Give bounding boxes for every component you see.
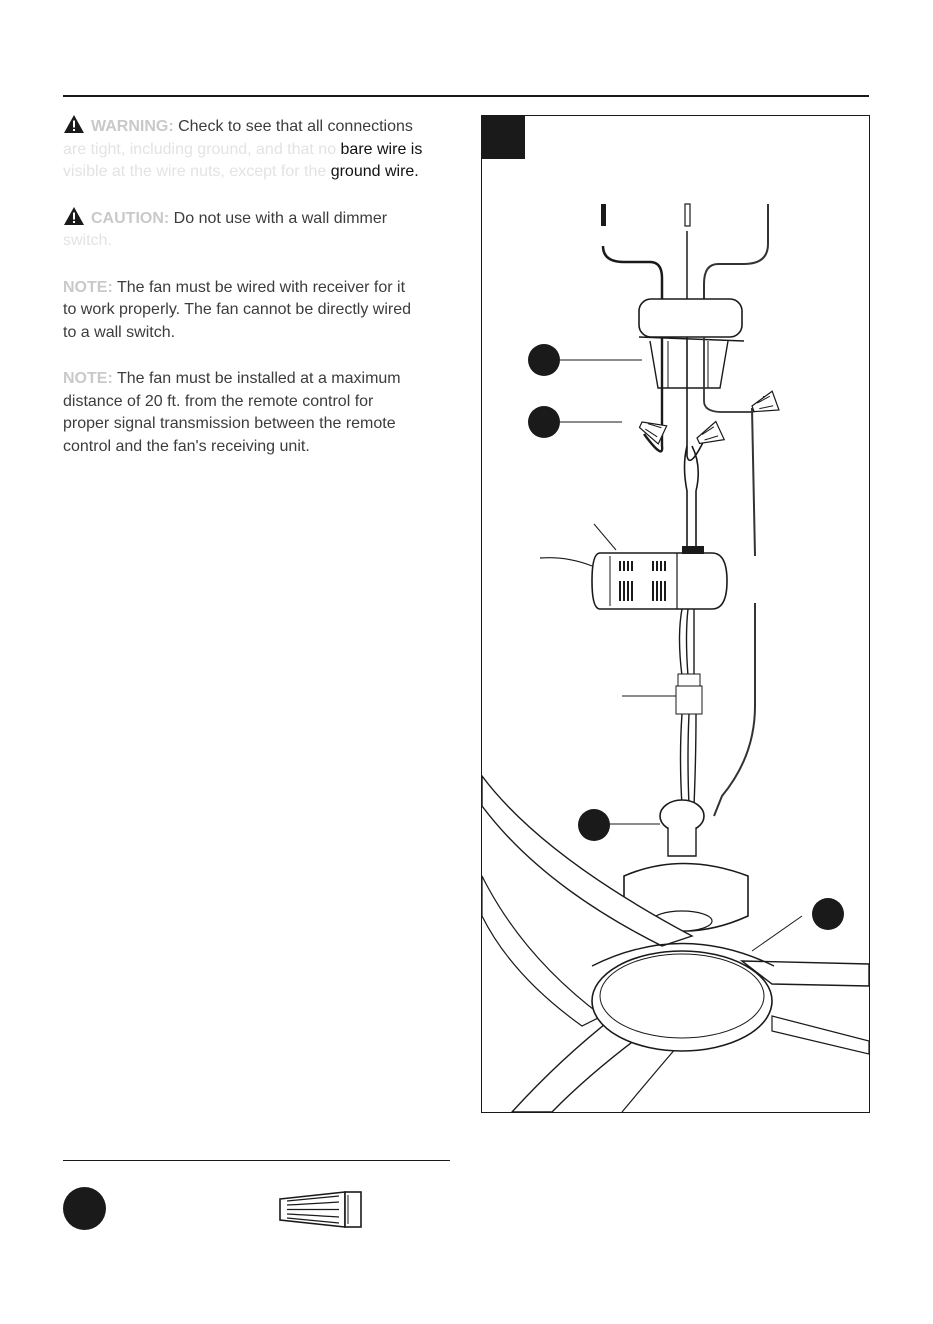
note-distance-label: NOTE: (63, 370, 113, 387)
downrod (668, 828, 696, 856)
callout-marker-b (528, 406, 560, 438)
warning-line-1: Check to see that all connections (173, 118, 413, 135)
black-wire-path (603, 246, 662, 301)
warning-line-2: are tight, including ground, and that no (63, 140, 341, 158)
receiver-callout-line (594, 524, 616, 550)
header-rule (63, 95, 869, 97)
plug-connector-top (678, 674, 700, 686)
wire-nut-ground (750, 391, 779, 418)
warning-triangle-icon (63, 114, 85, 134)
instructions-column (63, 114, 463, 480)
caution-paragraph (63, 206, 463, 253)
mounting-canopy (639, 299, 742, 337)
callout-marker-c (578, 809, 610, 841)
parts-section-rule (63, 1160, 450, 1161)
wiring-illustration (481, 115, 870, 1113)
note-receiver-line-1: The fan must be wired with receiver for it (112, 278, 406, 296)
caution-line-1: Do not use with a wall dimmer (169, 209, 388, 227)
antenna-wire (540, 558, 592, 566)
note-distance-paragraph (63, 368, 463, 458)
note-distance-line-1: The fan must be installed at a maximum (112, 370, 401, 387)
supply-ground-wire (704, 204, 768, 301)
warning-line-3: visible at the wire nuts, except for the (63, 163, 331, 180)
caution-line-2: switch. (63, 232, 112, 249)
receiver-unit (592, 553, 727, 609)
ground-wire-down (752, 408, 755, 556)
warning-paragraph (63, 114, 463, 184)
callout-marker-a (528, 344, 560, 376)
supply-white-wire (685, 204, 690, 226)
supply-black-wire (601, 204, 606, 226)
note-receiver-line-3: to a wall switch. (63, 323, 176, 341)
light-kit-callout-line (752, 916, 802, 951)
caution-triangle-icon (63, 206, 85, 226)
plug-connector-body (676, 686, 702, 714)
fan-wiring-diagram (482, 116, 869, 1112)
wire-nut-white (694, 422, 724, 450)
wire-nut-icon (277, 1189, 365, 1231)
note-distance-line-2: distance of 20 ft. from the remote control for (63, 392, 374, 410)
note-receiver-line-2: to work properly. The fan cannot be directly wired (63, 301, 412, 318)
note-distance-line-4: control and the fan's receiving unit. (63, 437, 310, 455)
note-distance-line-3: proper signal transmission between the remote (63, 415, 396, 432)
callout-marker-d (812, 898, 844, 930)
warning-label: WARNING: (91, 118, 174, 135)
note-receiver-label: NOTE: (63, 278, 113, 296)
note-receiver-paragraph (63, 277, 463, 345)
caution-label: CAUTION: (91, 209, 170, 227)
hanger-ball (660, 800, 704, 832)
warning-line-2-emphasis: bare wire is (340, 140, 423, 158)
fan-blade-left (482, 776, 692, 946)
warning-line-3-emphasis: ground wire. (330, 163, 419, 180)
part-letter-badge (63, 1187, 106, 1230)
